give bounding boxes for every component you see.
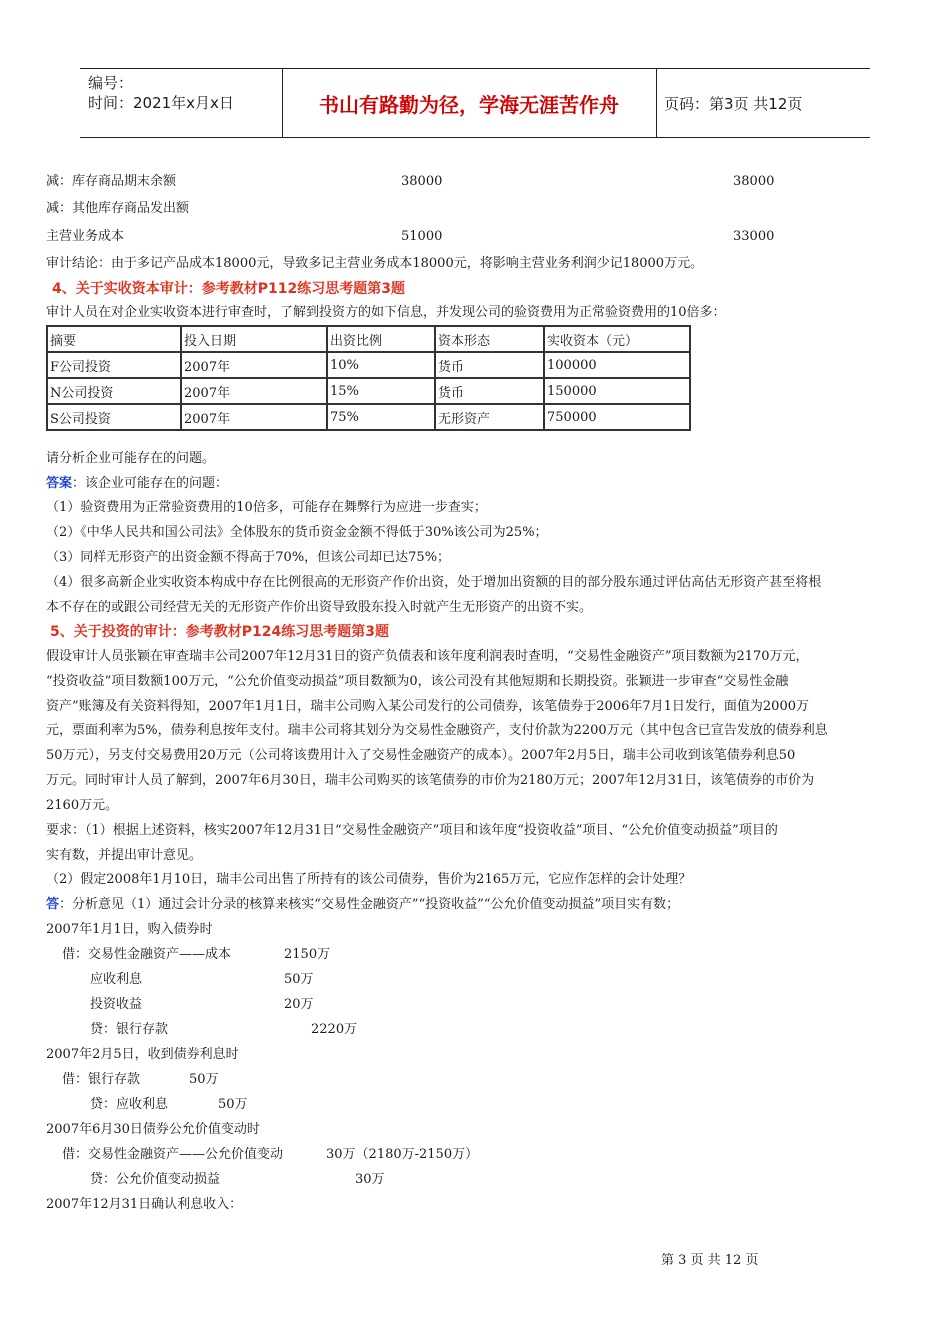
code-label: 编号： (88, 74, 134, 92)
table-cell: 75% (327, 404, 435, 430)
table-cell: 10% (327, 352, 435, 378)
journal-credit: 贷：应收利息 (90, 1097, 169, 1112)
table-cell: 100000 (544, 352, 690, 378)
table-header-cell: 摘要 (47, 326, 181, 352)
table-header-cell: 投入日期 (181, 326, 327, 352)
table-cell: S公司投资 (47, 404, 181, 430)
journal-credit: 贷：公允价值变动损益 (90, 1172, 221, 1187)
paragraph: （3）同样无形资产的出资金额不得高于70%，但该公司却已达75%； (46, 550, 451, 565)
paragraph: 2007年12月31日确认利息收入： (46, 1197, 243, 1212)
paragraph: （2）《中华人民共和国公司法》全体股东的货币资金金额不得低于30%该公司为25%； (46, 525, 548, 540)
answer-line (46, 475, 228, 493)
table-cell: 2007年 (181, 352, 327, 378)
header-divider (656, 69, 657, 137)
journal-debit: 借：交易性金融资产——成本 (62, 947, 232, 962)
paragraph: 2007年2月5日，收到债券利息时 (46, 1047, 239, 1062)
header-page-label: 页码：第3页 共12页 (664, 95, 803, 113)
table-row (47, 352, 690, 378)
journal-amount: 20万 (284, 997, 314, 1012)
paragraph: （2）假定2008年1月10日，瑞丰公司出售了所持有的该公司债券，售价为2165万元，它应作怎样的会计处理？ (46, 872, 692, 887)
journal-credit: 贷：银行存款 (90, 1022, 169, 1037)
paragraph: 50万元），另支付交易费用20万元（公司将该费用计入了交易性金融资产的成本）。2007年2月5日，瑞丰公司收到该笔债券利息50 (46, 748, 796, 763)
table-cell: N公司投资 (47, 378, 181, 404)
paragraph: 2007年6月30日债券公允价值变动时 (46, 1122, 260, 1137)
paragraph: 资产”账簿及有关资料得知，2007年1月1日，瑞丰公司购入某公司发行的公司债券，该笔债券于2006年7月1日发行，面值为2000万 (46, 699, 809, 714)
table-cell: 无形资产 (435, 404, 544, 430)
cost-value: 38000 (733, 174, 775, 189)
journal-debit: 借：银行存款 (62, 1072, 141, 1087)
table-cell: F公司投资 (47, 352, 181, 378)
journal-amount: 2220万 (311, 1022, 358, 1037)
page-header (80, 68, 870, 138)
header-meta (88, 73, 234, 113)
journal-amount: 50万 (218, 1097, 248, 1112)
paragraph: 2007年1月1日，购入债券时 (46, 922, 213, 937)
table-cell: 15% (327, 378, 435, 404)
cost-value: 51000 (401, 229, 443, 244)
journal-debit: 应收利息 (90, 972, 143, 987)
answer-label: 答案 (46, 476, 73, 491)
table-cell: 750000 (544, 404, 690, 430)
cost-value: 33000 (733, 229, 775, 244)
paragraph: “投资收益”项目数额100万元，“公允价值变动损益”项目数额为0，该公司没有其他短期和长期投资。张颖进一步审查“交易性金融 (46, 674, 789, 689)
paragraph: 要求：（1）根据上述资料，核实2007年12月31日“交易性金融资产”项目和该年度“投资收益”项目、“公允价值变动损益”项目的 (46, 823, 778, 838)
journal-debit: 借：交易性金融资产——公允价值变动 (62, 1147, 284, 1162)
paragraph: 万元。同时审计人员了解到，2007年6月30日，瑞丰公司购买的该笔债券的市价为2180万元；2007年12月31日，该笔债券的市价为 (46, 773, 815, 788)
table-header-cell: 出资比例 (327, 326, 435, 352)
table-row (47, 378, 690, 404)
cost-line-other-issued: 减：其他库存商品发出额 (46, 201, 190, 216)
date-label: 时间：2021年x月x日 (88, 94, 234, 112)
paragraph: 元，票面利率为5%，债券利息按年支付。瑞丰公司将其划分为交易性金融资产，支付价款为2200万元（其中包含已宣告发放的债券利息 (46, 723, 828, 738)
table-header-cell: 资本形态 (435, 326, 544, 352)
cost-line-inventory-end (46, 173, 176, 191)
journal-amount: 30万 (355, 1172, 385, 1187)
table-cell: 2007年 (181, 404, 327, 430)
audit-conclusion: 审计结论：由于多记产品成本18000元，导致多记主营业务成本18000元，将影响主营业务利润少记18000万元。 (46, 256, 704, 271)
table-row (47, 404, 690, 430)
answer-line (46, 896, 679, 914)
section-heading-5: 5、关于投资的审计：参考教材P124练习思考题第3题 (50, 624, 389, 640)
table-cell: 150000 (544, 378, 690, 404)
journal-amount: 50万 (189, 1072, 219, 1087)
paragraph: 假设审计人员张颖在审查瑞丰公司2007年12月31日的资产负债表和该年度利润表时查明，“交易性金融资产”项目数额为2170万元， (46, 649, 809, 664)
section-heading-4: 4、关于实收资本审计：参考教材P112练习思考题第3题 (52, 281, 405, 297)
paragraph: 本不存在的或跟公司经营无关的无形资产作价出资导致股东投入时就产生无形资产的出资不实。 (46, 600, 593, 615)
paragraph: 请分析企业可能存在的问题。 (46, 451, 216, 466)
table-header-row (47, 326, 690, 352)
paragraph: 2160万元。 (46, 798, 119, 813)
journal-amount: 2150万 (284, 947, 331, 962)
investment-table (46, 325, 691, 431)
journal-amount: 50万 (284, 972, 314, 987)
cost-value: 38000 (401, 174, 443, 189)
table-cell: 2007年 (181, 378, 327, 404)
table-cell: 货币 (435, 378, 544, 404)
page-footer: 第 3 页 共 12 页 (661, 1253, 759, 1268)
line-label: 减：库存商品期末余额 (46, 174, 177, 189)
answer-text: ：该企业可能存在的问题： (72, 476, 229, 491)
paragraph: 实有数，并提出审计意见。 (46, 848, 203, 863)
answer-text: ：分析意见（1）通过会计分录的核算来核实“交易性金融资产”“投资收益”“公允价值变动损益”项目实有数； (59, 897, 680, 912)
paragraph: （1）验资费用为正常验资费用的10倍多，可能存在舞弊行为应进一步查实； (46, 500, 487, 515)
answer-label: 答 (46, 897, 60, 912)
journal-debit: 投资收益 (90, 997, 143, 1012)
journal-amount: 30万（2180万-2150万） (326, 1147, 479, 1162)
table-cell: 货币 (435, 352, 544, 378)
cost-line-main-cost: 主营业务成本 (46, 229, 125, 244)
paragraph: 审计人员在对企业实收资本进行审查时，了解到投资方的如下信息，并发现公司的验资费用为正常验资费用的10倍多： (46, 305, 726, 320)
table-header-cell: 实收资本（元） (544, 326, 690, 352)
header-motto: 书山有路勤为径，学海无涯苦作舟 (319, 93, 619, 117)
paragraph: （4）很多高新企业实收资本构成中存在比例很高的无形资产作价出资，处于增加出资额的目的部分股东通过评估高估无形资产甚至将根 (46, 575, 822, 590)
